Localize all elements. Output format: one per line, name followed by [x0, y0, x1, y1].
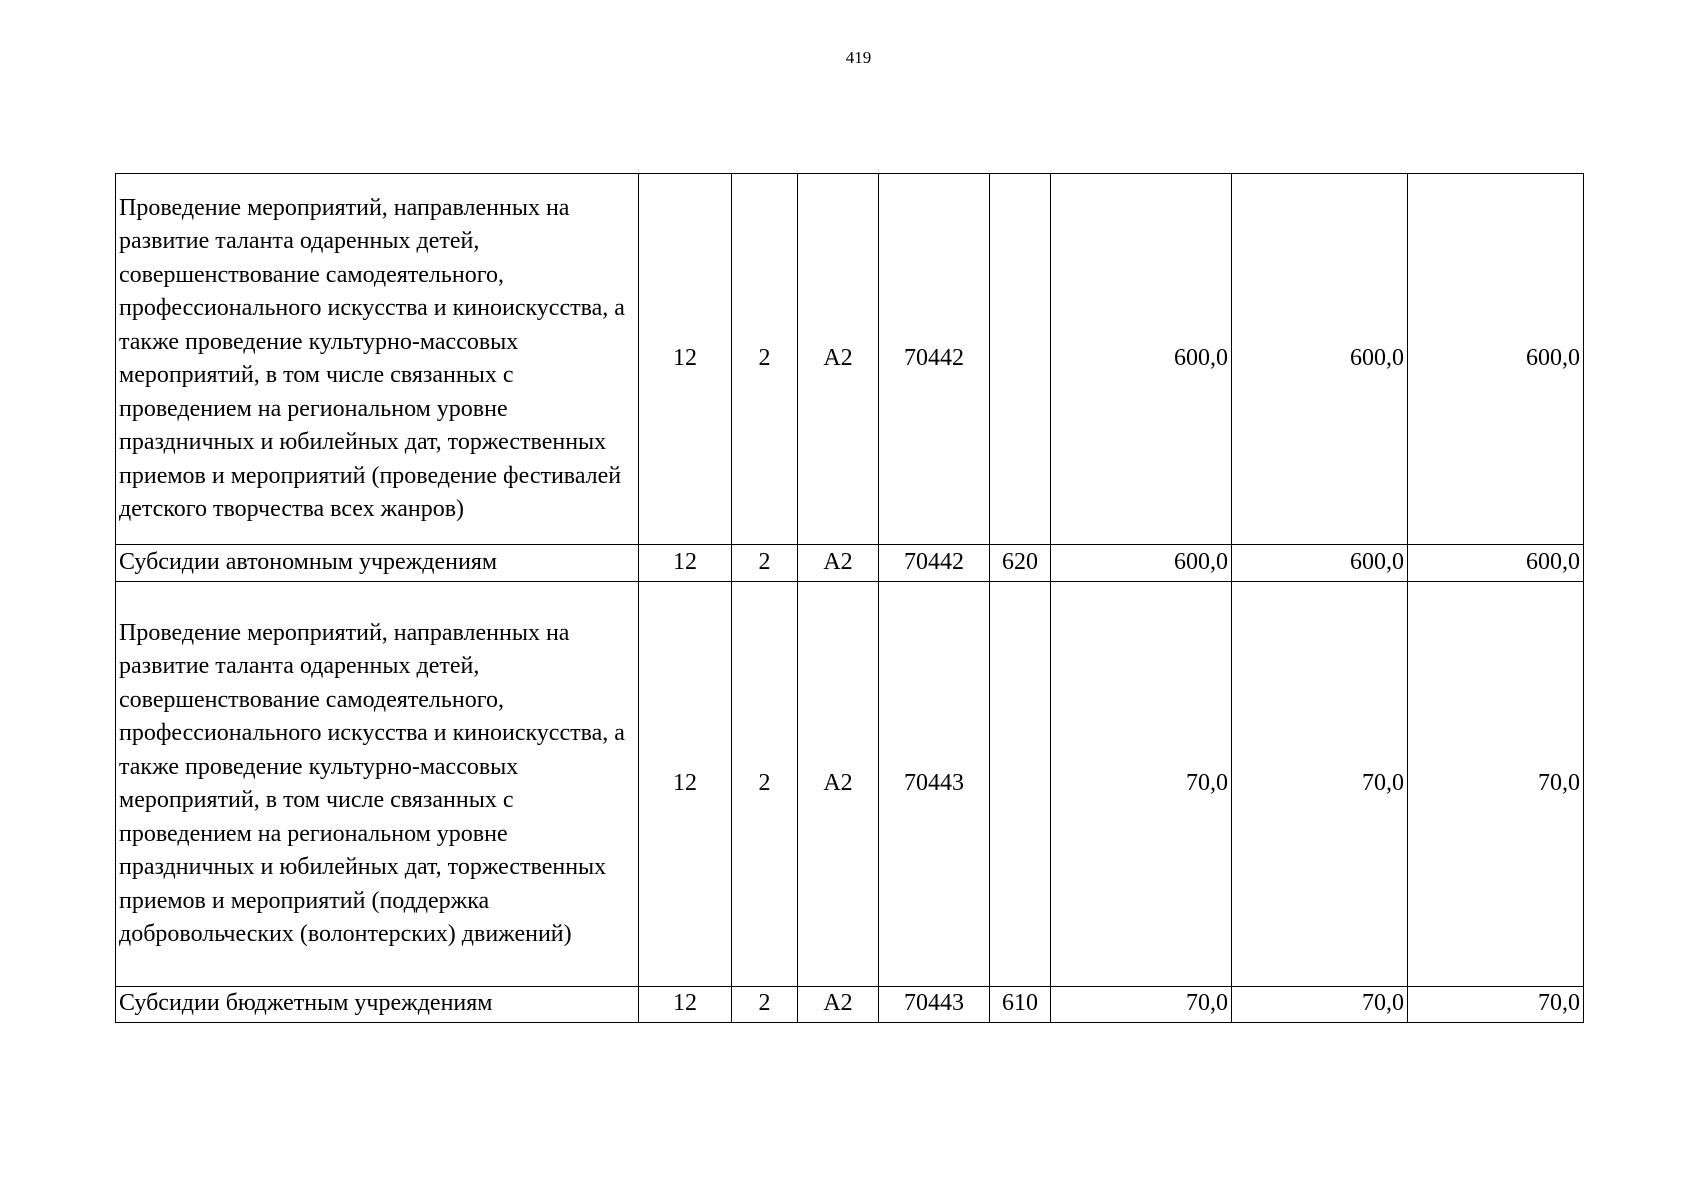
amount-year-3: 70,0	[1408, 582, 1584, 987]
program-code: А2	[798, 545, 879, 582]
subsection-code: 2	[732, 545, 798, 582]
expense-type-code: 610	[990, 987, 1051, 1023]
row-description: Проведение мероприятий, направленных на развитие таланта одаренных детей, совершенствование самодеятельного, профессионального искусства и киноискусства, а также проведение культурно-массовых мероприятий, в том числе связанных с проведением на региональном уровне праздничных и юбилейных дат, торжественных приемов и мероприятий (поддержка добровольческих (волонтерских) движений)	[116, 582, 639, 987]
amount-year-2: 600,0	[1232, 174, 1408, 545]
amount-year-2: 70,0	[1232, 582, 1408, 987]
section-code: 12	[639, 987, 732, 1023]
row-description: Субсидии бюджетным учреждениям	[116, 987, 639, 1023]
amount-year-1: 600,0	[1051, 174, 1232, 545]
expense-type-code: 620	[990, 545, 1051, 582]
program-code: А2	[798, 582, 879, 987]
program-code: А2	[798, 987, 879, 1023]
table-row	[116, 987, 1584, 1023]
section-code: 12	[639, 174, 732, 545]
table-row	[116, 582, 1584, 987]
target-code: 70443	[879, 987, 990, 1023]
section-code: 12	[639, 545, 732, 582]
row-description: Субсидии автономным учреждениям	[116, 545, 639, 582]
row-description: Проведение мероприятий, направленных на развитие таланта одаренных детей, совершенствование самодеятельного, профессионального искусства и киноискусства, а также проведение культурно-массовых мероприятий, в том числе связанных с проведением на региональном уровне праздничных и юбилейных дат, торжественных приемов и мероприятий (проведение фестивалей детского творчества всех жанров)	[116, 174, 639, 545]
amount-year-3: 70,0	[1408, 987, 1584, 1023]
amount-year-2: 600,0	[1232, 545, 1408, 582]
budget-table	[115, 173, 1584, 1023]
program-code: А2	[798, 174, 879, 545]
amount-year-1: 600,0	[1051, 545, 1232, 582]
amount-year-3: 600,0	[1408, 545, 1584, 582]
amount-year-1: 70,0	[1051, 582, 1232, 987]
subsection-code: 2	[732, 987, 798, 1023]
table-row	[116, 545, 1584, 582]
target-code: 70442	[879, 174, 990, 545]
section-code: 12	[639, 582, 732, 987]
subsection-code: 2	[732, 582, 798, 987]
expense-type-code	[990, 582, 1051, 987]
table-row	[116, 174, 1584, 545]
target-code: 70442	[879, 545, 990, 582]
target-code: 70443	[879, 582, 990, 987]
amount-year-3: 600,0	[1408, 174, 1584, 545]
amount-year-1: 70,0	[1051, 987, 1232, 1023]
amount-year-2: 70,0	[1232, 987, 1408, 1023]
page-number: 419	[845, 48, 872, 67]
subsection-code: 2	[732, 174, 798, 545]
expense-type-code	[990, 174, 1051, 545]
